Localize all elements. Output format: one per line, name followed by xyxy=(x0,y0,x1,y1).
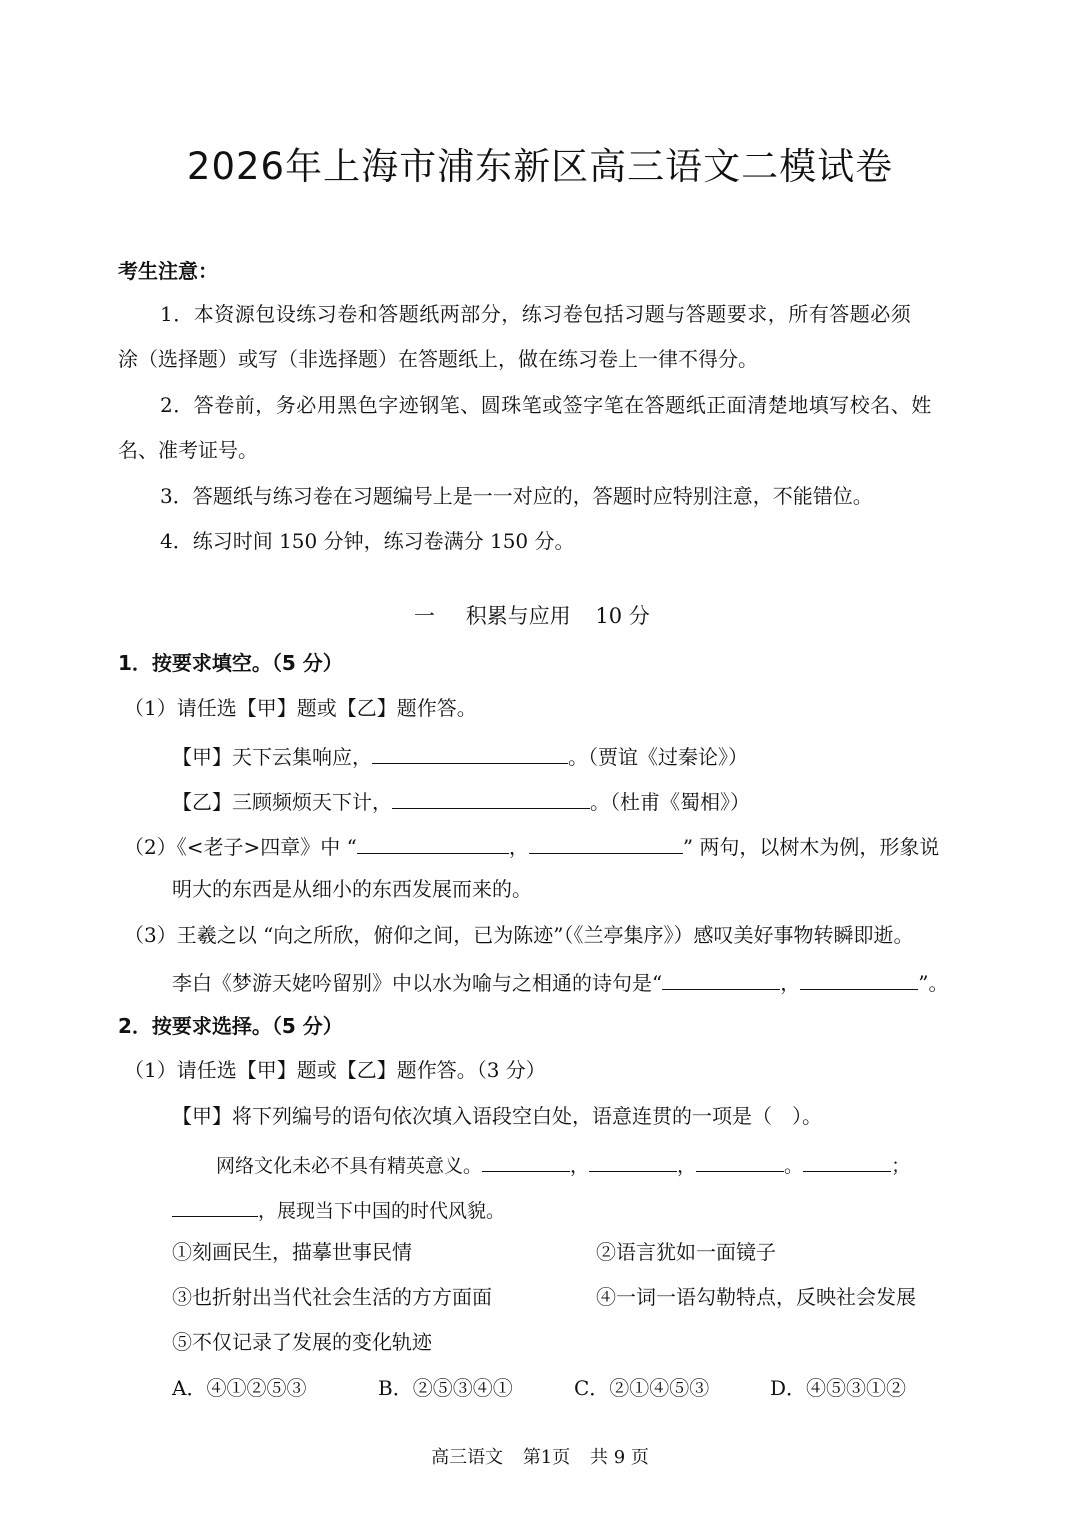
q1-1-jia-after: 。（贾谊《过秦论》） xyxy=(568,745,748,769)
q1-2-after: ” 两句，以树木为例，形象说 xyxy=(682,835,940,859)
notice-item-2-line2: 名、准考证号。 xyxy=(118,438,258,462)
q2-choice-a[interactable]: A．④①②⑤③ xyxy=(172,1376,307,1400)
q2-passage-c3: 。 xyxy=(784,1155,804,1177)
notice-item-1-line2: 涂（选择题）或写（非选择题）在答题纸上，做在练习卷上一律不得分。 xyxy=(118,347,758,371)
q2-choice-c[interactable]: C．②①④⑤③ xyxy=(574,1376,710,1400)
q1-3-before: 李白《梦游天姥吟留别》中以水为喻与之相通的诗句是“ xyxy=(172,971,663,995)
q2-passage-c4: ； xyxy=(891,1155,911,1177)
q2-choice-d[interactable]: D．④⑤③①② xyxy=(770,1376,907,1400)
q1-3-line2 xyxy=(172,970,948,993)
q1-1-jia-before: 【甲】天下云集响应， xyxy=(172,745,372,769)
q1-1-yi-before: 【乙】三顾频烦天下计， xyxy=(172,790,392,814)
q2-passage-blank-3[interactable] xyxy=(696,1152,784,1172)
section-heading xyxy=(414,606,650,627)
q2-passage-blank-4[interactable] xyxy=(803,1152,891,1172)
q2-passage-c1: ， xyxy=(570,1155,590,1177)
q1-3-after: ”。 xyxy=(918,971,949,995)
q2-choice-b[interactable]: B．②⑤③④① xyxy=(378,1376,513,1400)
footer-total: 共 9 页 xyxy=(590,1447,649,1468)
section-number: 一 xyxy=(414,604,435,628)
q1-2-blank-1[interactable] xyxy=(357,834,509,854)
notice-item-3: 3．答题纸与练习卷在习题编号上是一一对应的，答题时应特别注意，不能错位。 xyxy=(160,484,873,508)
footer-subject: 高三语文 xyxy=(431,1447,504,1468)
notice-heading: 考生注意： xyxy=(118,259,218,283)
q2-option-1: ①刻画民生，描摹世事民情 xyxy=(172,1240,412,1264)
section-name: 积累与应用 xyxy=(465,604,571,628)
q2-passage-blank-2[interactable] xyxy=(589,1152,677,1172)
q2-option-2: ②语言犹如一面镜子 xyxy=(596,1240,776,1264)
notice-item-2-line1: 2．答卷前，务必用黑色字迹钢笔、圆珠笔或签字笔在答题纸正面清楚地填写校名、姓 xyxy=(160,393,932,417)
footer-page: 第1页 xyxy=(522,1447,571,1468)
q1-1-jia-blank[interactable] xyxy=(372,744,568,764)
q2-option-4: ④一词一语勾勒特点，反映社会发展 xyxy=(596,1285,916,1309)
q1-2-blank-2[interactable] xyxy=(529,834,683,854)
q2-passage-end: ，展现当下中国的时代风貌。 xyxy=(258,1200,506,1222)
notice-item-4: 4．练习时间 150 分钟，练习卷满分 150 分。 xyxy=(160,529,575,553)
notice-item-1-line1: 1．本资源包设练习卷和答题纸两部分，练习卷包括习题与答题要求，所有答题必须 xyxy=(160,302,912,326)
q1-2-comma: ， xyxy=(508,835,529,859)
q1-3-comma: ， xyxy=(780,971,801,995)
q1-1-yi xyxy=(172,789,750,812)
q2-1-jia: 【甲】将下列编号的语句依次填入语段空白处，语意连贯的一项是（ ）。 xyxy=(172,1104,822,1128)
q1-2-before: （2）《<老子>四章》中 “ xyxy=(124,835,357,859)
q1-1-stem: （1）请任选【甲】题或【乙】题作答。 xyxy=(124,696,477,720)
page-title: 2026年上海市浦东新区高三语文二模试卷 xyxy=(186,145,894,188)
q1-heading: 1．按要求填空。（5 分） xyxy=(118,651,343,675)
page-footer xyxy=(0,1443,1080,1469)
q1-1-yi-after: 。（杜甫《蜀相》） xyxy=(590,790,750,814)
q1-2-line1 xyxy=(124,834,939,857)
q2-passage-c2: ， xyxy=(677,1155,697,1177)
q1-3-blank-2[interactable] xyxy=(800,970,918,990)
q2-passage-blank-1[interactable] xyxy=(482,1152,570,1172)
q2-passage-blank-5[interactable] xyxy=(172,1197,258,1217)
q1-1-jia xyxy=(172,744,748,767)
q2-passage-start: 网络文化未必不具有精英意义。 xyxy=(216,1155,483,1177)
q2-heading: 2．按要求选择。（5 分） xyxy=(118,1014,343,1038)
q2-1-stem: （1）请任选【甲】题或【乙】题作答。（3 分） xyxy=(124,1058,546,1082)
section-score: 10 分 xyxy=(595,604,650,628)
q2-passage-line1 xyxy=(216,1152,910,1176)
q1-1-yi-blank[interactable] xyxy=(392,789,590,809)
q1-3-line1: （3）王羲之以 “向之所欣，俯仰之间，已为陈迹”（《兰亭集序》）感叹美好事物转瞬即逝。 xyxy=(124,923,914,947)
q2-option-5: ⑤不仅记录了发展的变化轨迹 xyxy=(172,1330,432,1354)
q2-option-3: ③也折射出当代社会生活的方方面面 xyxy=(172,1285,492,1309)
q1-2-line2: 明大的东西是从细小的东西发展而来的。 xyxy=(172,877,532,901)
q1-3-blank-1[interactable] xyxy=(662,970,780,990)
q2-passage-line2 xyxy=(172,1197,505,1221)
